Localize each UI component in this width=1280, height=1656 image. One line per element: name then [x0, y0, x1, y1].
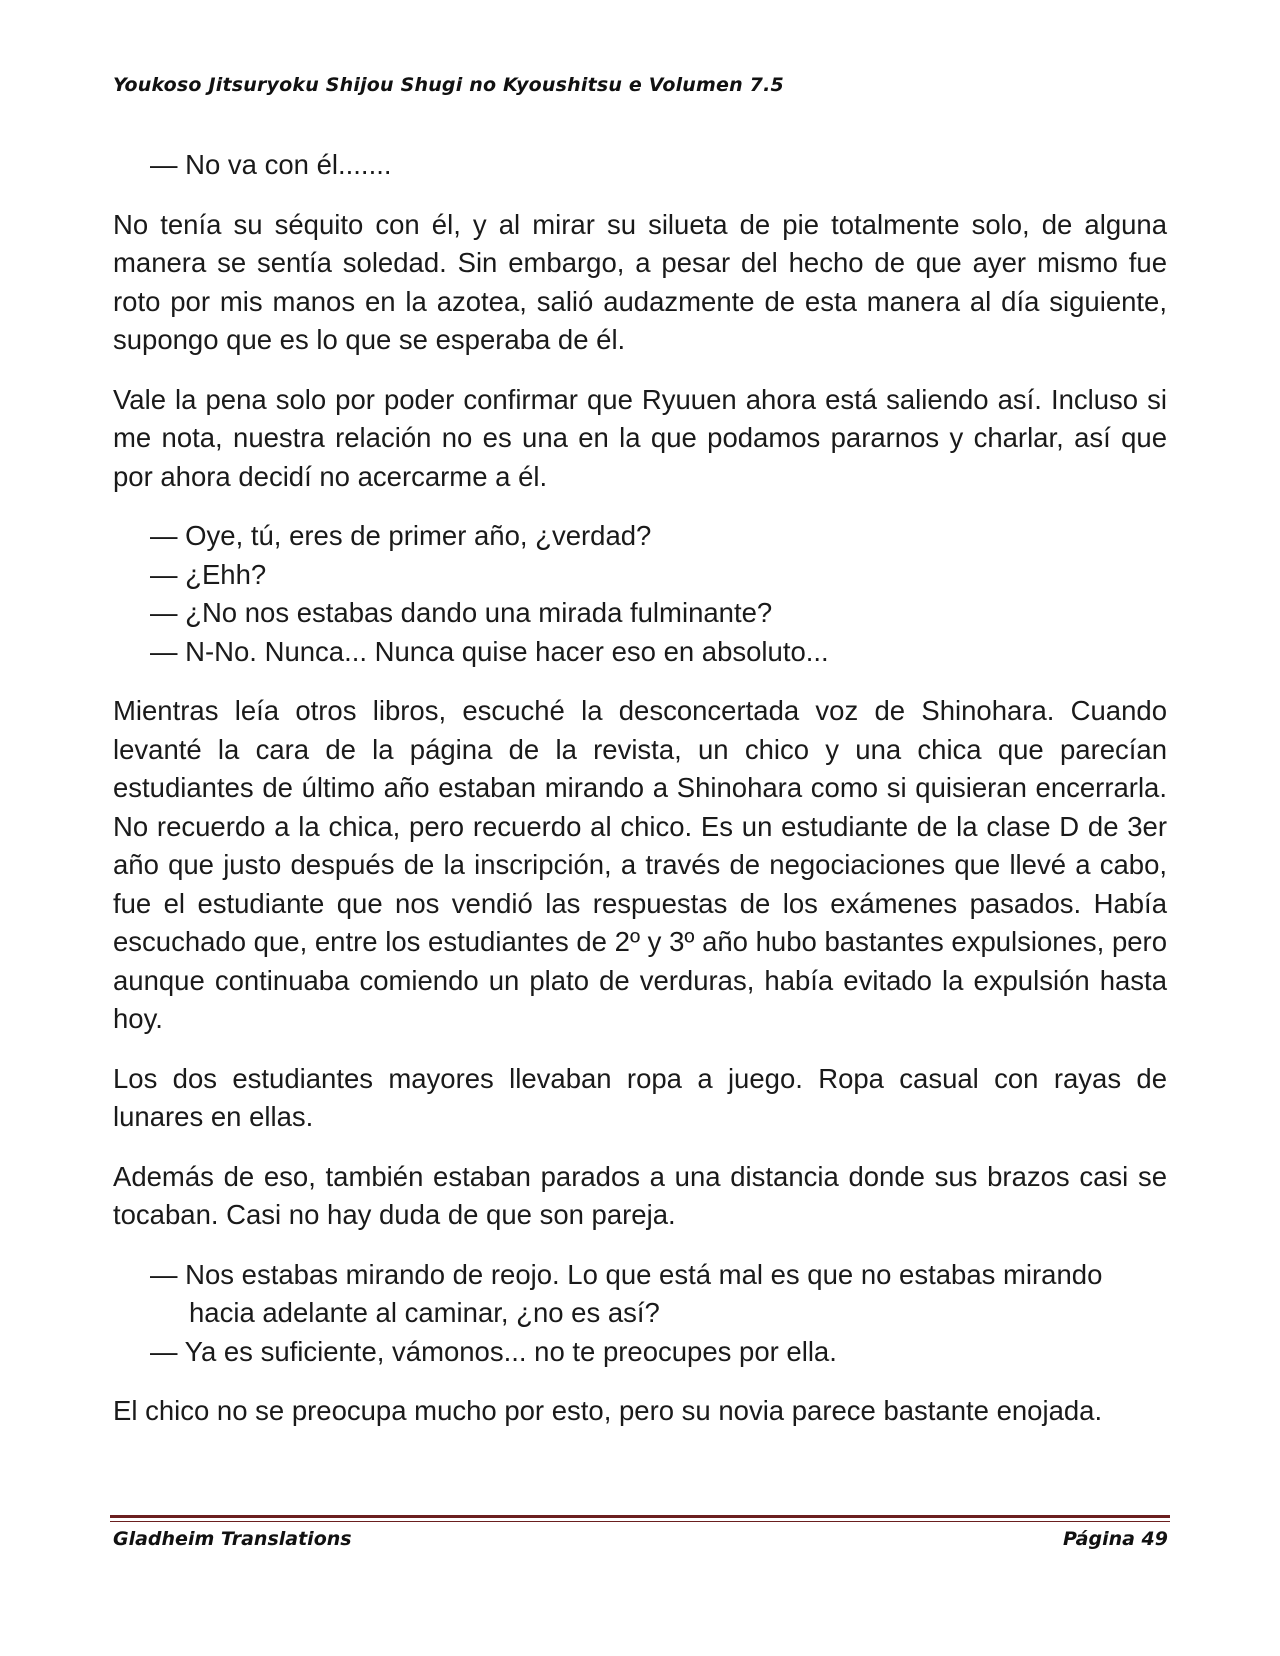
dialogue-block-3	[113, 1256, 1167, 1372]
dialogue-line: — Nos estabas mirando de reojo. Lo que está mal es que no estabas mirando hacia adelante al caminar, ¿no es así?	[150, 1258, 1103, 1328]
footer-divider	[110, 1515, 1170, 1522]
paragraph-6: El chico no se preocupa mucho por esto, pero su novia parece bastante enojada.	[113, 1395, 1103, 1426]
dialogue-block-1	[113, 146, 1167, 185]
paragraph-1: No tenía su séquito con él, y al mirar su silueta de pie totalmente solo, de alguna manera se sentía soledad. Sin embargo, a pesar del hecho de que ayer mismo fue roto por mis manos en la azotea, salió audazmente de esta manera al día siguiente, supongo que es lo que se esperaba de él.	[113, 208, 1167, 355]
page-body	[113, 146, 1167, 1452]
dialogue-line: — Oye, tú, eres de primer año, ¿verdad?	[150, 520, 652, 551]
dialogue-line: — No va con él.......	[150, 149, 392, 180]
paragraph-3: Mientras leía otros libros, escuché la desconcertada voz de Shinohara. Cuando levanté la cara de la página de la revista, un chico y una chica que parecían estudiantes de último año estaban mirando a Shinohara como si quisieran encerrarla. No recuerdo a la chica, pero recuerdo al chico. Es un estudiante de la clase D de 3er año que justo después de la inscripción, a través de negociaciones que llevé a cabo, fue el estudiante que nos vendió las respuestas de los exámenes pasados. Había escuchado que, entre los estudiantes de 2º y 3º año hubo bastantes expulsiones, pero aunque continuaba comiendo un plato de verduras, había evitado la expulsión hasta hoy.	[113, 695, 1167, 1034]
dialogue-line: — ¿No nos estabas dando una mirada fulminante?	[150, 597, 773, 628]
dialogue-block-2	[113, 517, 1167, 671]
paragraph-2: Vale la pena solo por poder confirmar que Ryuuen ahora está saliendo así. Incluso si me nota, nuestra relación no es una en la que podamos pararnos y charlar, así que por ahora decidí no acercarme a él.	[113, 383, 1167, 492]
paragraph-5: Además de eso, también estaban parados a una distancia donde sus brazos casi se tocaban. Casi no hay duda de que son pareja.	[113, 1160, 1167, 1230]
page-number: Página 49	[1062, 1528, 1168, 1550]
dialogue-line: — N-No. Nunca... Nunca quise hacer eso en absoluto...	[150, 635, 829, 667]
footer-credit: Gladheim Translations	[113, 1528, 352, 1550]
dialogue-line: — ¿Ehh?	[150, 558, 267, 590]
header-title: Youkoso Jitsuryoku Shijou Shugi no Kyoushitsu e Volumen 7.5	[113, 74, 784, 96]
dialogue-line: — Ya es suficiente, vámonos... no te preocupes por ella.	[150, 1335, 837, 1367]
paragraph-4: Los dos estudiantes mayores llevaban ropa a juego. Ropa casual con rayas de lunares en ellas.	[113, 1062, 1167, 1132]
